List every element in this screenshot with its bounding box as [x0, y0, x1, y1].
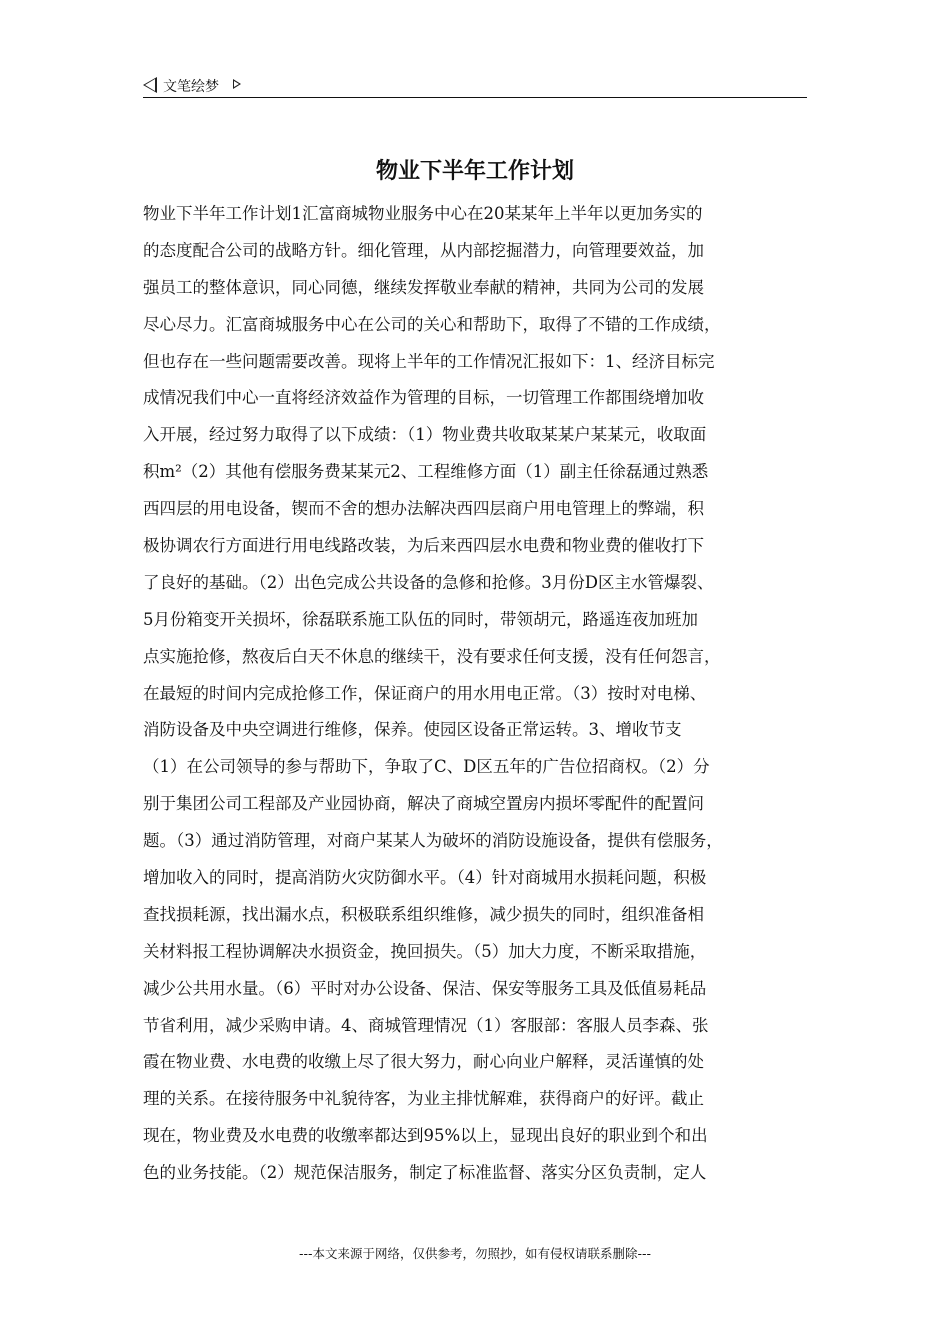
body-line: 的态度配合公司的战略方针。细化管理，从内部挖掘潜力，向管理要效益，加 — [143, 240, 704, 260]
body-line: 了良好的基础。（2）出色完成公共设备的急修和抢修。3月份D区主水管爆裂、 — [143, 572, 714, 592]
triangle-right-icon — [233, 79, 241, 89]
body-line: 点实施抢修，熬夜后白天不休息的继续干，没有要求任何支援，没有任何怨言， — [143, 646, 721, 666]
body-line: 查找损耗源，找出漏水点，积极联系组织维修，减少损失的同时，组织准备相 — [143, 904, 704, 924]
body-line: 积m²（2）其他有偿服务费某某元2、工程维修方面（1）副主任徐磊通过熟悉 — [143, 462, 709, 482]
body-line: （1）在公司领导的参与帮助下，争取了C、D区五年的广告位招商权。（2）分 — [143, 757, 710, 777]
body-line: 尽心尽力。汇富商城服务中心在公司的关心和帮助下，取得了不错的工作成绩， — [143, 314, 721, 334]
document-title: 物业下半年工作计划 — [375, 159, 574, 184]
body-line: 节省利用，减少采购申请。4、商城管理情况（1）客服部：客服人员李森、张 — [143, 1015, 709, 1035]
body-line: 增加收入的同时，提高消防火灾防御水平。（4）针对商城用水损耗问题，积极 — [143, 868, 707, 888]
body-line: 色的业务技能。（2）规范保洁服务，制定了标准监督、落实分区负责制，定人 — [143, 1163, 707, 1183]
body-line: 在最短的时间内完成抢修工作，保证商户的用水用电正常。（3）按时对电梯、 — [143, 683, 707, 703]
body-line: 西四层的用电设备，锲而不舍的想办法解决西四层商户用电管理上的弊端，积 — [143, 499, 704, 519]
body-line: 强员工的整体意识，同心同德，继续发挥敬业奉献的精神，共同为公司的发展 — [143, 277, 704, 297]
body-line: 但也存在一些问题需要改善。现将上半年的工作情况汇报如下：1、经济目标完 — [143, 351, 715, 371]
body-line: 消防设备及中央空调进行维修，保养。使园区设备正常运转。3、增收节支 — [143, 720, 682, 740]
body-line: 入开展，经过努力取得了以下成绩：（1）物业费共收取某某户某某元，收取面 — [143, 425, 707, 445]
header-brand: 文笔绘梦 — [163, 79, 219, 95]
footer-notice: ---本文来源于网络，仅供参考，勿照抄，如有侵权请联系删除--- — [298, 1246, 652, 1261]
body-line: 物业下半年工作计划1汇富商城物业服务中心在20某某年上半年以更加务实的 — [143, 204, 703, 223]
body-line: 极协调农行方面进行用电线路改装，为后来西四层水电费和物业费的催收打下 — [143, 536, 704, 556]
body-line: 别于集团公司工程部及产业园协商，解决了商城空置房内损坏零配件的配置问 — [143, 794, 704, 814]
body-line: 霞在物业费、水电费的收缴上尽了很大努力，耐心向业户解释，灵活谨慎的处 — [143, 1052, 704, 1072]
body-line: 5月份箱变开关损坏，徐磊联系施工队伍的同时，带领胡元，路遥连夜加班加 — [143, 609, 698, 629]
body-line: 关材料报工程协调解决水损资金，挽回损失。（5）加大力度，不断采取措施， — [143, 941, 707, 961]
body-line: 现在，物业费及水电费的收缴率都达到95%以上，显现出良好的职业到个和出 — [143, 1126, 708, 1146]
header-divider — [143, 97, 807, 98]
triangle-left-icon — [143, 77, 157, 93]
document-body — [143, 196, 815, 1192]
body-line: 理的关系。在接待服务中礼貌待客，为业主排忧解难，获得商户的好评。截止 — [143, 1089, 704, 1109]
page-header — [143, 74, 807, 98]
body-line: 减少公共用水量。（6）平时对办公设备、保洁、保安等服务工具及低值易耗品 — [143, 978, 707, 998]
body-line: 题。（3）通过消防管理，对商户某某人为破坏的消防设施设备，提供有偿服务， — [143, 831, 723, 851]
body-line: 成情况我们中心一直将经济效益作为管理的目标，一切管理工作都围绕增加收 — [143, 388, 704, 408]
